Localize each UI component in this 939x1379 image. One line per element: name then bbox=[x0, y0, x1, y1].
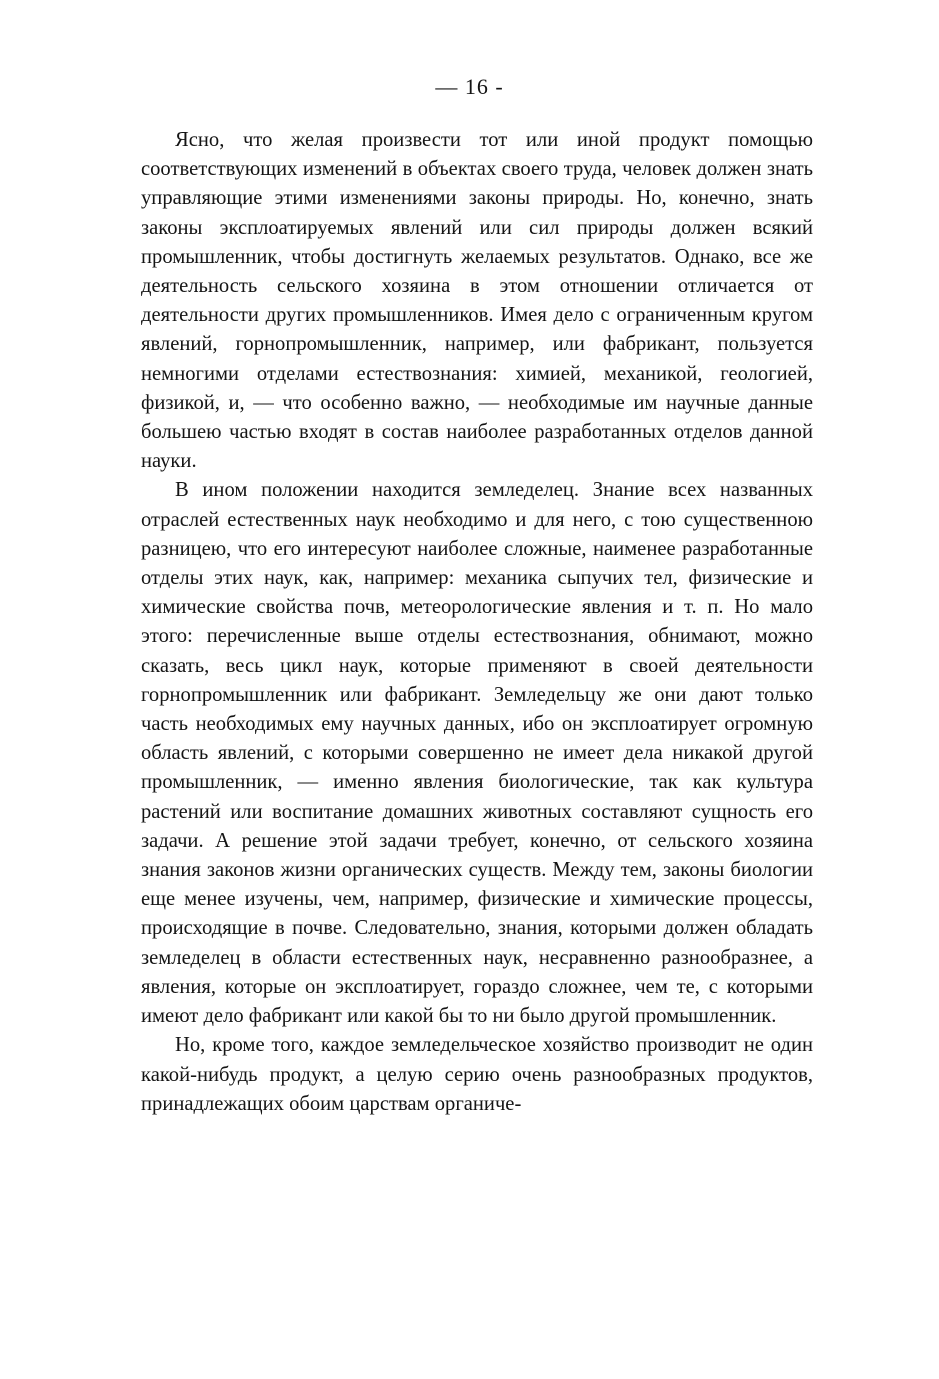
paragraph-3: Но, кроме того, каждое земледельческое хозяйство производит не один какой-нибудь продукт, а целую серию очень разнообразных продуктов, принадлежащих обоим царствам органиче- bbox=[141, 1034, 813, 1115]
body-text bbox=[141, 126, 813, 1119]
paragraph-2: В ином положении находится земледелец. Знание всех названных отраслей естественных наук необходимо и для него, с тою существенною разницею, что его интересуют наиболее сложные, наименее разработанные отделы этих наук, как, например: механика сыпучих тел, физические и химические свойства почв, метеорологические явления и т. п. Но мало этого: перечисленные выше отделы естествознания, обнимают, можно сказать, весь цикл наук, которые применяют в своей деятельности горнопромышленник или фабрикант. Земледельцу же они дают только часть необходимых ему научных данных, ибо он эксплоатирует огромную область явлений, с которыми совершенно не имеет дела никакой другой промышленник, — именно явления биологические, так как культура растений или воспитание домашних животных составляют сущность его задачи. А решение этой задачи требует, конечно, от сельского хозяина знания законов жизни органических существ. Между тем, законы биологии еще менее изучены, чем, например, физические и химические процессы, происходящие в почве. Следовательно, знания, которыми должен обладать земледелец в области естественных наук, несравненно разнообразнее, а явления, которые он эксплоатирует, гораздо сложнее, чем те, с которыми имеют дело фабрикант или какой бы то ни было другой промышленник. bbox=[141, 479, 813, 1028]
paragraph-1: Ясно, что желая произвести тот или иной продукт помощью соответствующих изменений в объектах своего труда, человек должен знать управляющие этими изменениями законы природы. Но, конечно, знать законы эксплоатируемых явлений или сил природы должен всякий промышленник, чтобы достигнуть желаемых результатов. Однако, все же деятельность сельского хозяина в этом отношении отличается от деятельности других промышленников. Имея дело с ограниченным кругом явлений, горнопромышленник, например, или фабрикант, пользуется немногими отделами естествознания: химией, механикой, геологией, физикой, и, — что особенно важно, — необходимые им научные данные большею частью входят в состав наиболее разработанных отделов данной науки. bbox=[141, 129, 813, 473]
page-number: — 16 - bbox=[435, 74, 504, 99]
